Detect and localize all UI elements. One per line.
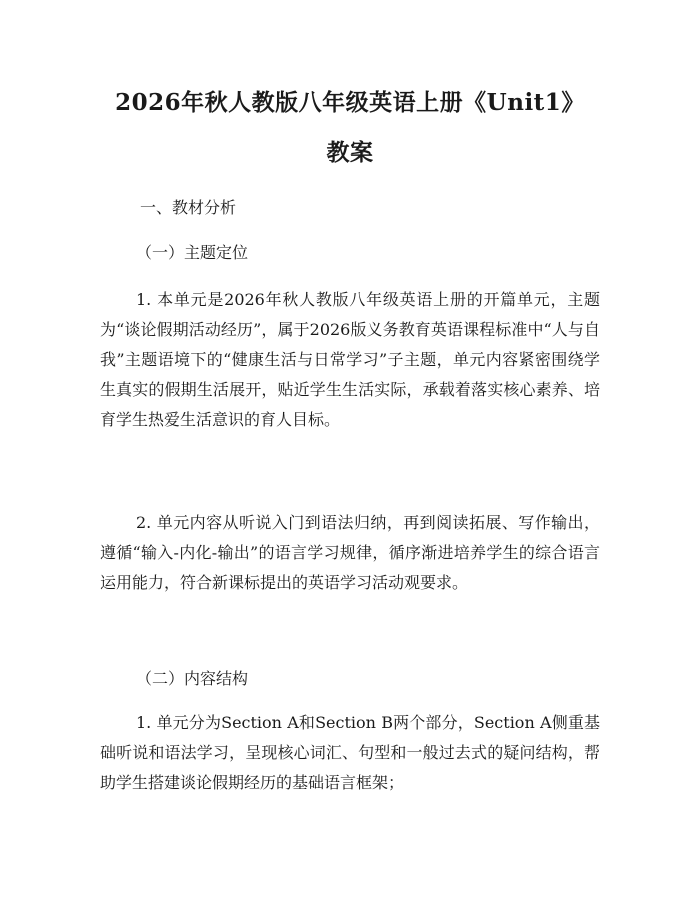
subsection-heading-theme: （一）主题定位 <box>136 243 249 262</box>
document-title-line-1: 2026年秋人教版八年级英语上册《Unit1》 <box>115 89 585 116</box>
paragraph-structure-1: 1. 单元分为Section A和Section B两个部分，Section A侧重基础听说和语法学习，呈现核心词汇、句型和一般过去式的疑问结构，帮助学生搭建谈论假期经历的基础语言框架； <box>100 713 600 792</box>
document-title-line-2: 教案 <box>326 139 374 166</box>
subsection-heading-structure: （二）内容结构 <box>136 669 249 688</box>
paragraph-theme-2: 2. 单元内容从听说入门到语法归纳，再到阅读拓展、写作输出，遵循“输入-内化-输出”的语言学习规律，循序渐进培养学生的综合语言运用能力，符合新课标提出的英语学习活动观要求。 <box>100 513 600 592</box>
paragraph-theme-1: 1. 本单元是2026年秋人教版八年级英语上册的开篇单元，主题为“谈论假期活动经历”，属于2026版义务教育英语课程标准中“人与自我”主题语境下的“健康生活与日常学习”子主题，单元内容紧密围绕学生真实的假期生活展开，贴近学生生活实际，承载着落实核心素养、培育学生热爱生活意识的育人目标。 <box>100 290 600 429</box>
section-heading-textbook-analysis: 一、教材分析 <box>140 198 237 217</box>
